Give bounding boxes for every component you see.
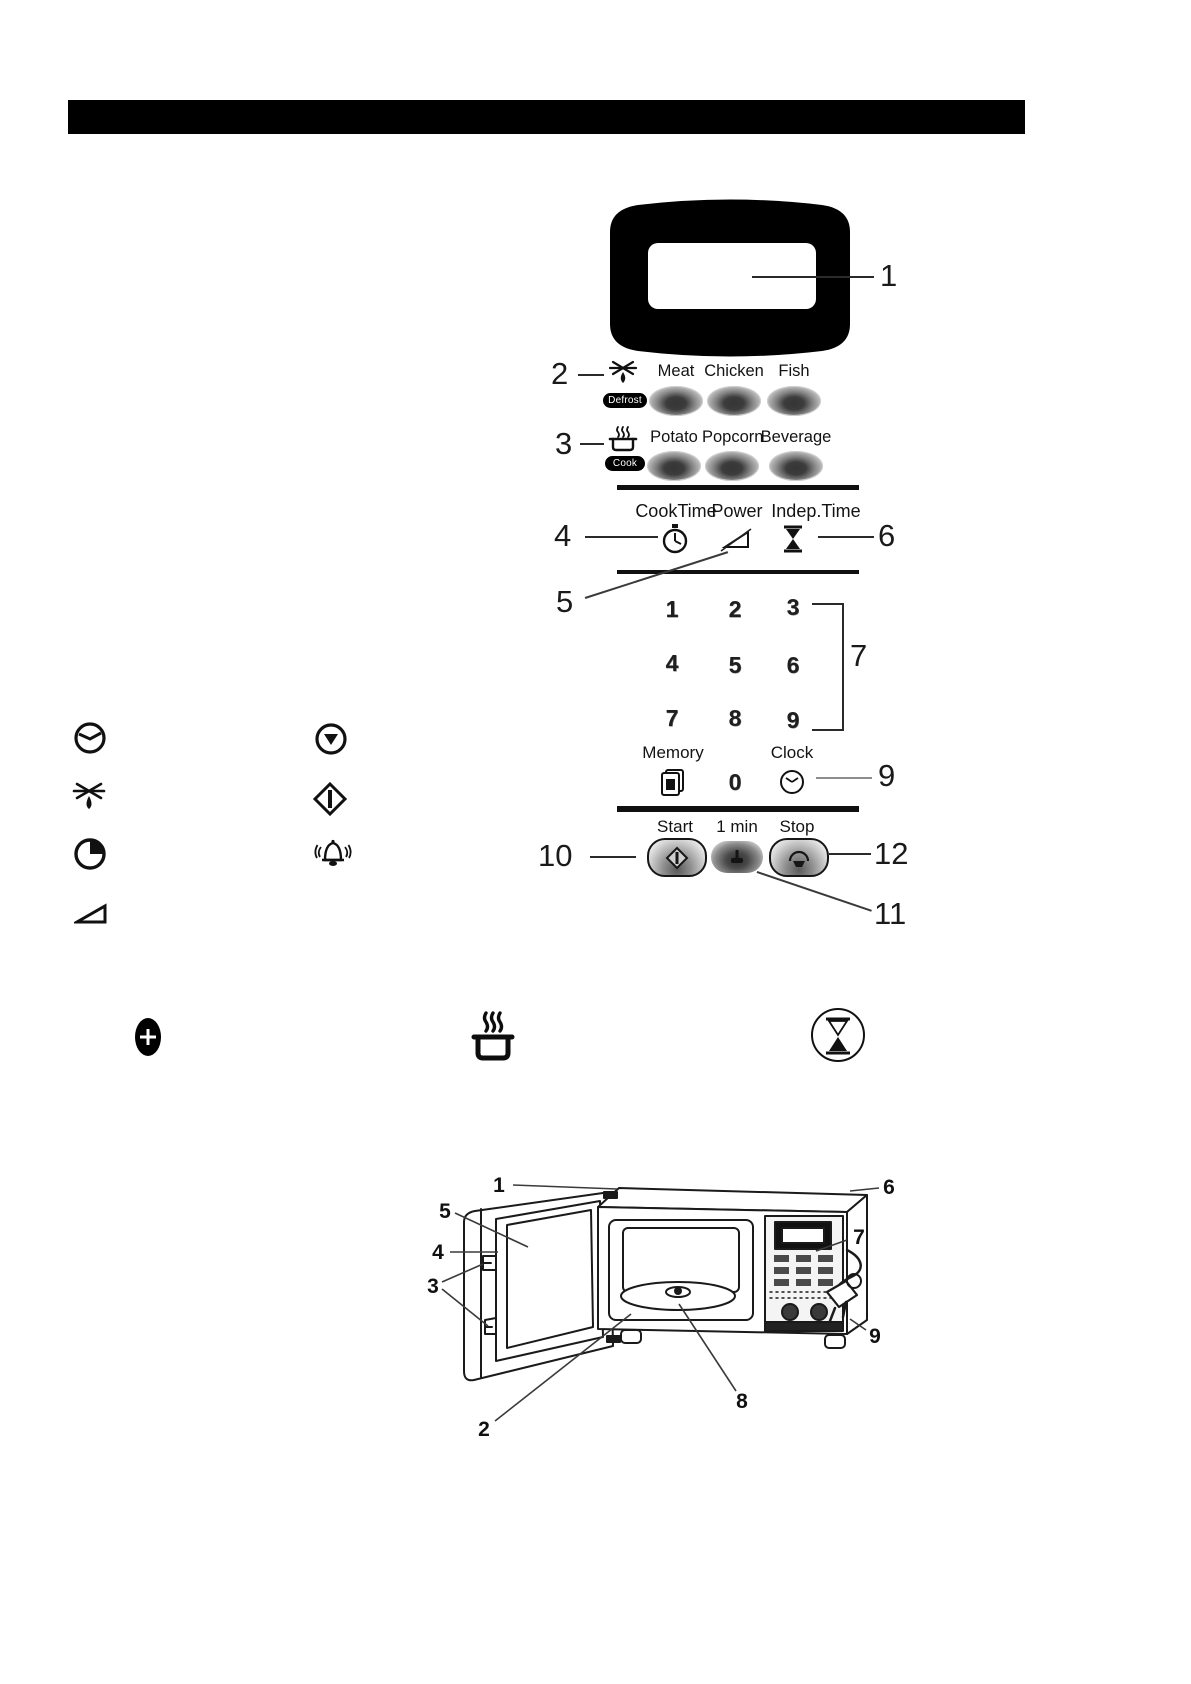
oven-diagram (395, 1080, 955, 1470)
oven-side (847, 1195, 867, 1334)
leader-cook (580, 443, 604, 445)
potato-button (647, 451, 701, 481)
divider-3 (617, 806, 859, 812)
beverage-button (769, 451, 823, 481)
defrost-mode-label: Defrost (603, 393, 647, 408)
add-seconds-icon (134, 1017, 162, 1057)
leader-display (752, 276, 874, 278)
key-3: 3 (786, 594, 800, 620)
callout-display: 1 (880, 258, 898, 293)
legend-start-icon (312, 781, 348, 817)
legend-power-level-icon (74, 898, 108, 926)
independent-time-icon (810, 1007, 866, 1063)
oven-foot-left (621, 1330, 641, 1343)
clock-label: Clock (770, 743, 814, 762)
key-6: 6 (786, 652, 800, 678)
key-0: 0 (728, 769, 742, 795)
legend-stop-icon (313, 721, 349, 757)
oven-callout-8: 8 (736, 1390, 748, 1413)
display-bezel (604, 196, 856, 360)
beverage-label: Beverage (760, 428, 832, 446)
start-glyph-icon (665, 846, 689, 870)
stop-glyph-icon (786, 847, 812, 869)
leader-stop (829, 853, 871, 855)
oven-callout-3: 3 (427, 1275, 439, 1298)
one-min-glyph-icon (728, 848, 746, 866)
clock-icon (777, 767, 807, 797)
cook-icon (606, 424, 640, 452)
stop-label: Stop (779, 817, 815, 836)
popcorn-label: Popcorn (702, 428, 764, 446)
one-min-button (711, 841, 763, 873)
callout-one-min: 11 (874, 896, 907, 931)
divider-2 (617, 570, 859, 574)
divider-1 (617, 485, 859, 490)
oven-foot-right (825, 1335, 845, 1348)
callout-defrost: 2 (551, 356, 569, 391)
key-8: 8 (728, 705, 742, 731)
key-5: 5 (728, 652, 742, 678)
popcorn-button (705, 451, 759, 481)
oven-callout-2: 2 (478, 1418, 490, 1441)
callout-power: 5 (556, 584, 574, 619)
power-icon (717, 522, 753, 552)
indeptime-icon (780, 524, 806, 554)
key-7: 7 (665, 705, 679, 731)
one-min-label: 1 min (716, 817, 758, 836)
oven-callout-6: 6 (883, 1176, 895, 1199)
leader-defrost (578, 374, 604, 376)
leader-indeptime (818, 536, 874, 538)
key-1: 1 (665, 596, 679, 622)
callout-keypad: 7 (850, 638, 868, 673)
memory-icon (656, 766, 688, 798)
potato-label: Potato (650, 428, 698, 446)
cook-mode-label: Cook (605, 456, 645, 471)
keypad-bracket (812, 603, 844, 731)
leader-clock (816, 777, 872, 779)
start-button (647, 838, 707, 877)
key-9: 9 (786, 707, 800, 733)
start-label: Start (657, 817, 693, 836)
callout-indeptime: 6 (878, 518, 896, 553)
cooktime-label: CookTime (635, 501, 717, 521)
section-header-bar (68, 100, 1025, 134)
leader-power (585, 551, 728, 598)
legend-bell-icon (313, 836, 353, 872)
meat-label: Meat (657, 362, 695, 380)
leader-cooktime (585, 536, 658, 538)
memory-label: Memory (642, 743, 704, 762)
callout-clock: 9 (878, 758, 896, 793)
cooktime-icon (658, 522, 692, 556)
legend-clock-icon (72, 720, 108, 756)
door-window (507, 1210, 593, 1348)
fish-button (767, 386, 821, 416)
callout-cook: 3 (555, 426, 573, 461)
oven-callout-1: 1 (493, 1174, 505, 1197)
chicken-button (707, 386, 761, 416)
legend-defrost-icon (71, 779, 107, 815)
callout-stop: 12 (874, 836, 909, 871)
legend-cooktime-icon (72, 836, 108, 872)
power-label: Power (711, 501, 763, 521)
key-4: 4 (665, 650, 679, 676)
stop-button (769, 838, 829, 877)
oven-callout-5: 5 (439, 1200, 451, 1223)
chicken-label: Chicken (704, 362, 764, 380)
cook-pot-icon (470, 1008, 516, 1064)
key-2: 2 (728, 596, 742, 622)
meat-button (649, 386, 703, 416)
leader-start (590, 856, 636, 858)
oven-callout-9: 9 (869, 1325, 881, 1348)
oven-callout-7: 7 (853, 1226, 865, 1249)
oven-callout-4: 4 (432, 1241, 444, 1264)
fish-label: Fish (778, 362, 810, 380)
leader-one-min (757, 871, 872, 911)
callout-cooktime: 4 (554, 518, 572, 553)
indeptime-label: Indep.Time (771, 501, 861, 521)
defrost-icon (608, 358, 638, 388)
callout-start: 10 (538, 838, 573, 873)
